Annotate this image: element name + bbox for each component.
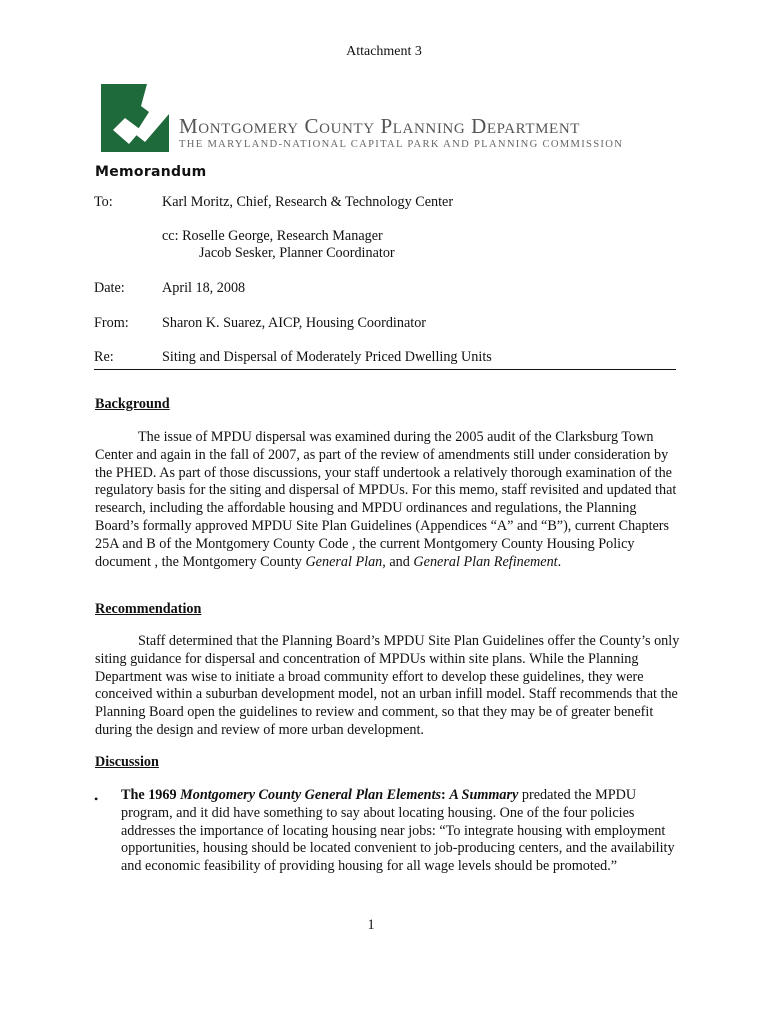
- discussion-bullet: The 1969 Montgomery County General Plan Elements: A Summary predated the MPDU program, and it did have something to say about locating housing. One of the four policies addresses the importance of locating housing near jobs: “To integrate housing with employment opportunities, housing should be located convenient to job-producing centers, and the availability and economic feasibility of providing housing for all wage levels should be promoted.”: [121, 787, 675, 875]
- cc-line-2: Jacob Sesker, Planner Coordinator: [199, 245, 395, 261]
- page-number: 1: [367, 917, 375, 933]
- department-name: Montgomery County Planning Department: [179, 114, 581, 138]
- memo-heading: Memorandum: [95, 164, 207, 180]
- date-value: April 18, 2008: [162, 280, 246, 296]
- header-divider: [94, 369, 676, 370]
- department-logo-icon: [101, 84, 169, 152]
- background-paragraph: The issue of MPDU dispersal was examined during the 2005 audit of the Clarksburg Town Center and again in the fall of 2007, as part of the review of amendments still under consideration by the PHED. As part of those discussions, your staff undertook a relatively thorough examination of the regulatory basis for the siting and dispersal of MPDUs. For this memo, staff revisited and updated that research, including the affordable housing and MPDU ordinances and regulations, the Planning Board’s formally approved MPDU Site Plan Guidelines (Appendices “A” and “B”), current Chapters 25A and B of the Montgomery County Code , the current Montgomery County Housing Policy document , the Montgomery County General Plan, and General Plan Refinement.: [95, 429, 677, 570]
- discussion-heading: Discussion: [95, 754, 159, 770]
- to-value: Karl Moritz, Chief, Research & Technology Center: [162, 194, 454, 210]
- cc-line-1: cc: Roselle George, Research Manager: [162, 228, 383, 244]
- date-label: Date:: [94, 280, 125, 296]
- recommendation-heading: Recommendation: [95, 601, 202, 617]
- re-value: Siting and Dispersal of Moderately Priced Dwelling Units: [162, 349, 492, 365]
- recommendation-paragraph: Staff determined that the Planning Board’s MPDU Site Plan Guidelines offer the County’s only siting guidance for dispersal and concentration of MPDUs within site plans. While the Planning Department was wise to initiate a broad community effort to develop these guidelines, they were conceived within a suburban development model, not an urban infill model. Staff recommends that the Planning Board open the guidelines to review and comment, so that they may be of greater benefit during the design and review of more urban development.: [95, 633, 680, 738]
- re-label: Re:: [94, 349, 114, 365]
- bullet-icon: •: [94, 792, 99, 806]
- attachment-label: Attachment 3: [346, 44, 422, 59]
- background-heading: Background: [95, 396, 170, 412]
- commission-name: THE MARYLAND-NATIONAL CAPITAL PARK AND PLANNING COMMISSION: [179, 139, 624, 150]
- letterhead: [101, 84, 661, 152]
- from-label: From:: [94, 315, 129, 331]
- from-value: Sharon K. Suarez, AICP, Housing Coordinator: [162, 315, 427, 331]
- to-label: To:: [94, 194, 113, 210]
